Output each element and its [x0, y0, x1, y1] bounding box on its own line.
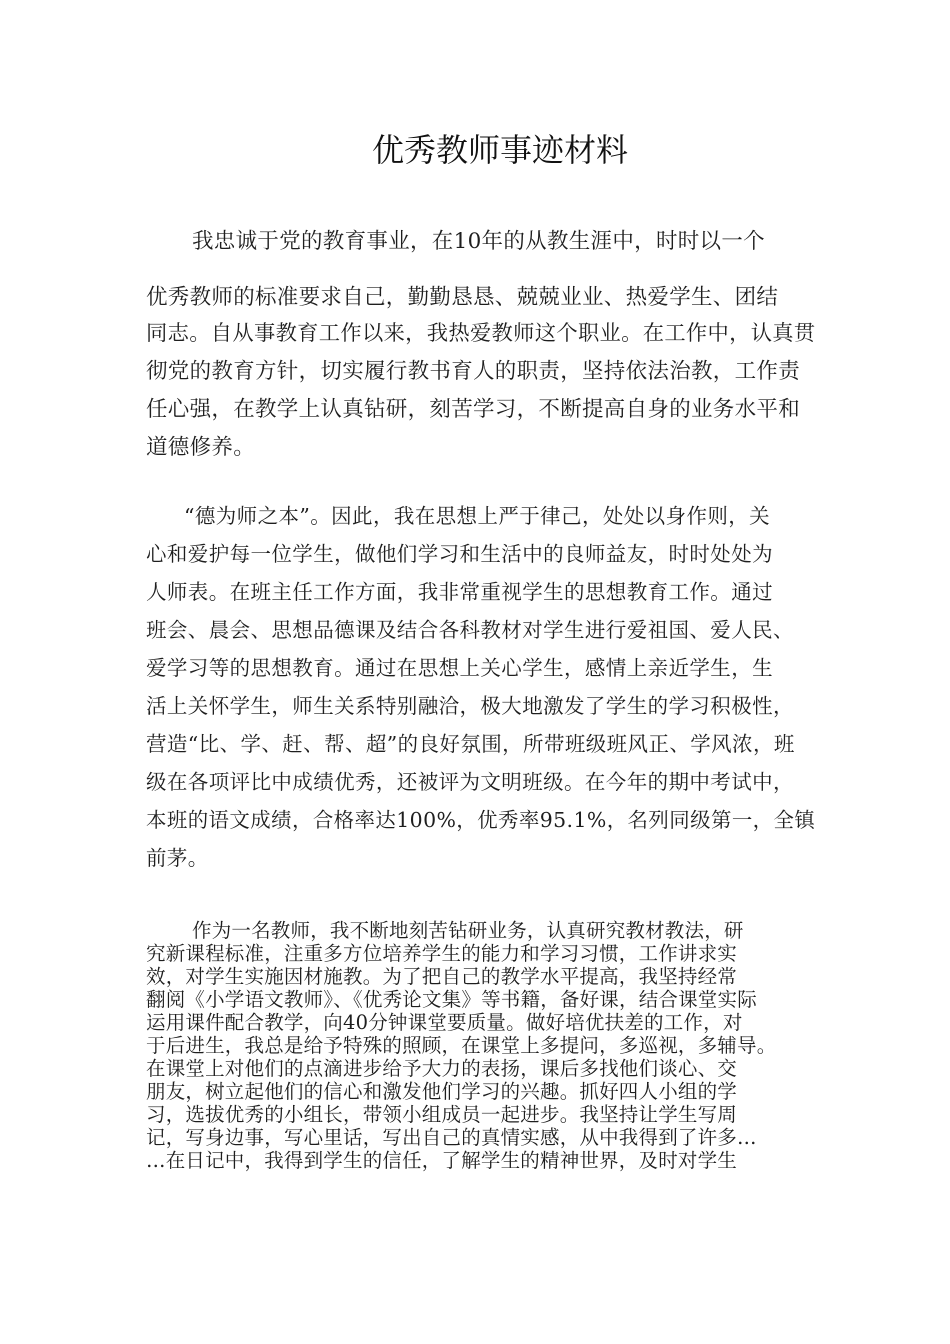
paragraph-line: 运用课件配合教学，向40分钟课堂要质量。做好培优扶差的工作，对 [146, 1011, 743, 1034]
paragraph-line: 爱学习等的思想教育。通过在思想上关心学生，感情上亲近学生，生 [146, 656, 773, 680]
paragraph-line: …在日记中，我得到学生的信任，了解学生的精神世界，及时对学生 [146, 1149, 738, 1172]
paragraph-line: 营造“比、学、赶、帮、超”的良好氛围，所带班级班风正、学风浓，班 [146, 732, 795, 756]
paragraph-line: 在课堂上对他们的点滴进步给予大力的表扬，课后多找他们谈心、交 [146, 1057, 738, 1080]
paragraph-line: 于后进生，我总是给予特殊的照顾，在课堂上多提问，多巡视，多辅导。 [146, 1034, 777, 1057]
paragraph-line: 朋友，树立起他们的信心和激发他们学习的兴趣。抓好四人小组的学 [146, 1080, 738, 1103]
paragraph-line: 同志。自从事教育工作以来，我热爱教师这个职业。在工作中，认真贯 [146, 321, 816, 346]
paragraph-line: 任心强，在教学上认真钻研，刻苦学习，不断提高自身的业务水平和 [146, 397, 801, 422]
paragraph-line: 我忠诚于党的教育事业，在10年的从教生涯中，时时以一个 [192, 229, 765, 254]
paragraph-line: 翻阅《小学语文教师》、《优秀论文集》等书籍，备好课，结合课堂实际 [146, 988, 757, 1011]
paragraph-line: 人师表。在班主任工作方面，我非常重视学生的思想教育工作。通过 [146, 580, 773, 604]
paragraph-line: 级在各项评比中成绩优秀，还被评为文明班级。在今年的期中考试中， [146, 770, 794, 794]
paragraph-line: “德为师之本”。因此，我在思想上严于律己，处处以身作则，关 [184, 504, 771, 528]
paragraph-line: 活上关怀学生，师生关系特别融洽，极大地激发了学生的学习积极性， [146, 694, 794, 718]
paragraph-line: 前茅。 [146, 846, 209, 870]
paragraph-line: 心和爱护每一位学生，做他们学习和生活中的良师益友，时时处处为 [146, 542, 773, 566]
paragraph-line: 作为一名教师，我不断地刻苦钻研业务，认真研究教材教法，研 [192, 919, 744, 942]
paragraph-line: 彻党的教育方针，切实履行教书育人的职责，坚持依法治教，工作责 [146, 359, 801, 384]
paragraph-line: 究新课程标准，注重多方位培养学生的能力和学习习惯，工作讲求实 [146, 942, 738, 965]
paragraph-line: 记，写身边事，写心里话，写出自己的真情实感，从中我得到了许多… [146, 1126, 757, 1149]
paragraph-line: 习，选拔优秀的小组长，带领小组成员一起进步。我坚持让学生写周 [146, 1103, 738, 1126]
paragraph-line: 优秀教师的标准要求自己，勤勤恳恳、兢兢业业、热爱学生、团结 [146, 285, 779, 310]
paragraph-line: 道德修养。 [146, 435, 256, 460]
paragraph-line: 本班的语文成绩，合格率达100%，优秀率95.1%，名列同级第一，全镇 [146, 808, 816, 832]
page-title: 优秀教师事迹材料 [372, 131, 629, 169]
paragraph-line: 班会、晨会、思想品德课及结合各科教材对学生进行爱祖国、爱人民、 [146, 618, 794, 642]
paragraph-line: 效，对学生实施因材施教。为了把自己的教学水平提高，我坚持经常 [146, 965, 738, 988]
